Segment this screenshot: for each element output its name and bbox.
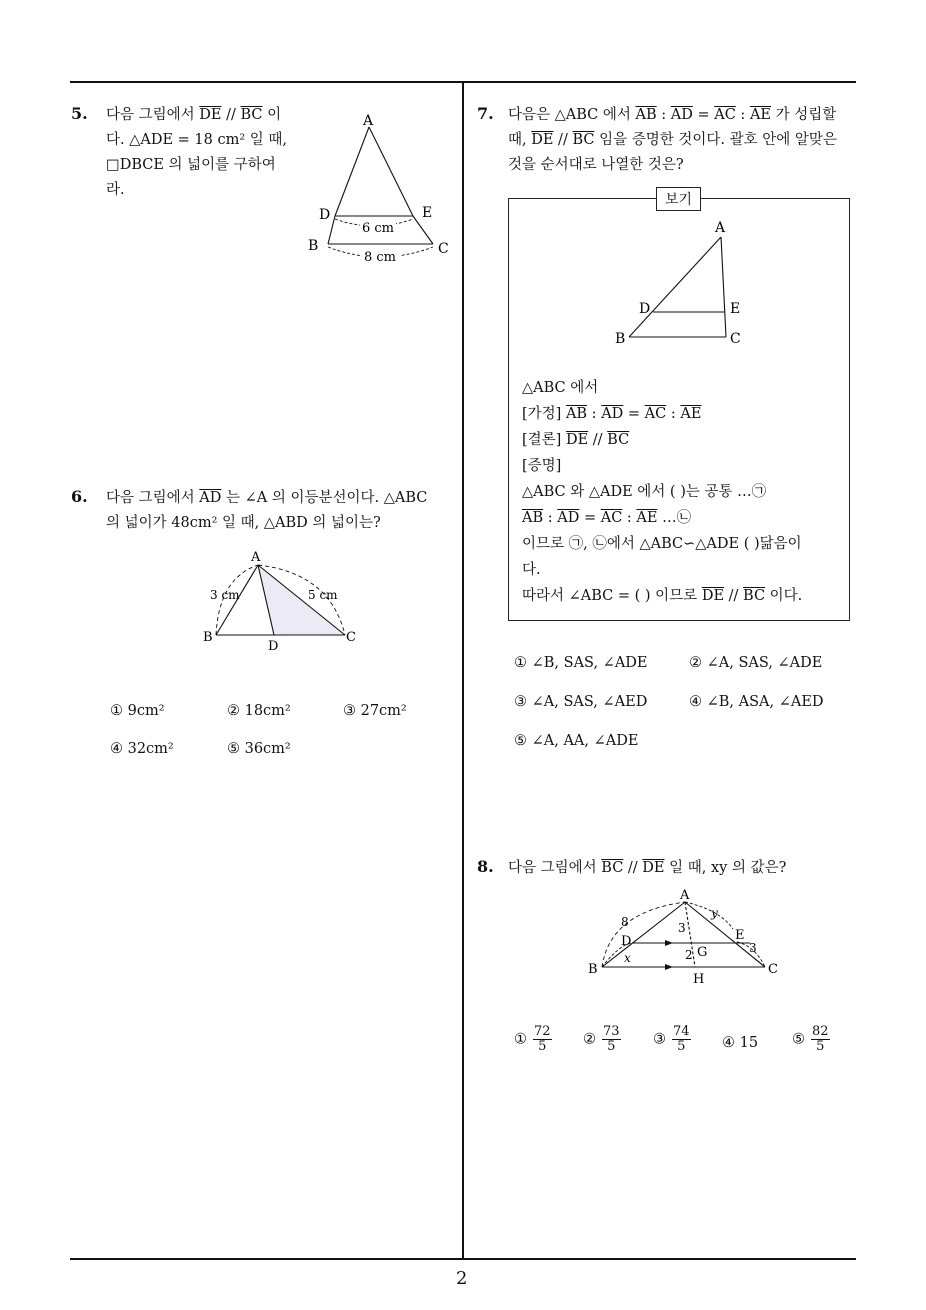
q6-ab-length: 3 cm (210, 588, 240, 602)
q7-option-5[interactable]: ⑤ ∠A, AA, ∠ADE (514, 733, 639, 749)
question-7-number: 7. (477, 104, 494, 123)
column-divider (462, 81, 464, 1259)
q7-proof-conclusion: [결론] $\overline{DE} // \overline{BC}$ (522, 432, 630, 448)
q7-label-e: E (730, 301, 741, 317)
page-number: 2 (456, 1268, 468, 1289)
q8-option-1[interactable]: ① $\frac{72}{5}$ (514, 1024, 551, 1054)
question-6-figure (195, 543, 370, 658)
q8-length-3b: 3 (749, 941, 757, 955)
q7-proof-line-1: △ABC 에서 (522, 380, 599, 396)
q8-option-4[interactable]: ④ 15 (722, 1035, 759, 1051)
q5-label-d: D (319, 207, 331, 223)
q5-label-e: E (422, 205, 433, 221)
q6-label-d: D (268, 639, 279, 654)
q7-proof-line-5: △ABC 와 △ADE 에서 ( )는 공통 …㉠ (522, 484, 767, 500)
q7-label-a: A (715, 220, 726, 236)
q8-label-g: G (697, 945, 708, 960)
q8-label-h: H (693, 972, 705, 987)
q7-option-1[interactable]: ① ∠B, SAS, ∠ADE (514, 655, 648, 671)
q7-proof-line-6: $\overline{AB}$ : $\overline{AD} = \overline{AC}$ : $\overline{AE}$ …㉡ (522, 510, 692, 526)
q5-label-c: C (438, 241, 449, 257)
question-7-text: 다음은 △ABC 에서 $\overline{AB}$ : $\overline{AD} = \overline{AC}$ : $\overline{AE}$ 가 성립할 때, $\overline{DE} // \overline{BC}$ 임을 증명한 것이다. 괄호 안에 알맞은 것을 순서대로 나열한 것은? (508, 107, 837, 173)
q7-label-c: C (730, 331, 741, 347)
q7-proof-line-7: 이므로 ㉠, ㉡에서 △ABC∽△ADE ( )닮음이 (522, 536, 802, 552)
q7-proof-given: [가정] $\overline{AB}$ : $\overline{AD} = \overline{AC}$ : $\overline{AE}$ (522, 406, 702, 422)
q6-ac-length: 5 cm (308, 588, 338, 602)
question-5-figure (300, 105, 460, 270)
q6-option-5[interactable]: ⑤ 36cm² (227, 741, 291, 757)
q6-label-a: A (251, 550, 261, 565)
q6-label-b: B (203, 630, 213, 645)
q8-var-x: x (624, 951, 631, 965)
q7-proof-line-9: 따라서 ∠ABC = ( ) 이므로 $\overline{DE} // \overline{BC}$ 이다. (522, 588, 803, 604)
question-8-number: 8. (477, 857, 494, 876)
q7-label-b: B (615, 331, 626, 347)
bottom-rule (70, 1258, 856, 1260)
q7-proof-label: [증명] (522, 458, 562, 474)
q7-box-title: 보기 (656, 187, 701, 211)
question-8-text: 다음 그림에서 $\overline{BC} // \overline{DE}$ 일 때, xy 의 값은? (508, 860, 787, 876)
question-5-text: 다음 그림에서 $\overline{DE} // \overline{BC}$ 이 다. △ADE = 18 cm² 일 때, □DBCE 의 넓이를 구하여 라. (106, 107, 288, 198)
q8-option-5[interactable]: ⑤ $\frac{82}{5}$ (792, 1024, 829, 1054)
q8-figure (580, 882, 795, 992)
q8-label-e: E (735, 928, 745, 943)
q7-option-4[interactable]: ④ ∠B, ASA, ∠AED (689, 694, 824, 710)
question-5-number: 5. (71, 104, 88, 123)
q8-label-c: C (768, 962, 778, 977)
q8-length-3a: 3 (678, 921, 686, 935)
q5-de-length: 6 cm (362, 221, 395, 236)
q7-label-d: D (639, 301, 651, 317)
q5-label-b: B (308, 238, 319, 254)
q8-length-8: 8 (621, 915, 629, 929)
q8-option-3[interactable]: ③ $\frac{74}{5}$ (653, 1024, 690, 1054)
q8-option-2[interactable]: ② $\frac{73}{5}$ (583, 1024, 620, 1054)
q5-bc-length: 8 cm (364, 250, 397, 265)
question-6-number: 6. (71, 487, 88, 506)
q6-option-3[interactable]: ③ 27cm² (343, 703, 407, 719)
q8-label-b: B (588, 962, 598, 977)
q7-figure (610, 218, 760, 353)
q8-var-y: y (711, 906, 718, 920)
q5-label-a: A (363, 113, 374, 129)
q6-option-4[interactable]: ④ 32cm² (110, 741, 174, 757)
q7-option-2[interactable]: ② ∠A, SAS, ∠ADE (689, 655, 823, 671)
q7-option-3[interactable]: ③ ∠A, SAS, ∠AED (514, 694, 648, 710)
q6-option-2[interactable]: ② 18cm² (227, 703, 291, 719)
q6-option-1[interactable]: ① 9cm² (110, 703, 165, 719)
q6-label-c: C (346, 630, 356, 645)
q7-proof-line-8: 다. (522, 562, 541, 578)
q8-label-d: D (621, 934, 632, 949)
q8-label-a: A (680, 888, 690, 903)
q8-length-2: 2 (685, 948, 693, 962)
question-6-text: 다음 그림에서 $\overline{AD}$ 는 ∠A 의 이등분선이다. △ABC 의 넓이가 48cm² 일 때, △ABD 의 넓이는? (106, 490, 428, 531)
